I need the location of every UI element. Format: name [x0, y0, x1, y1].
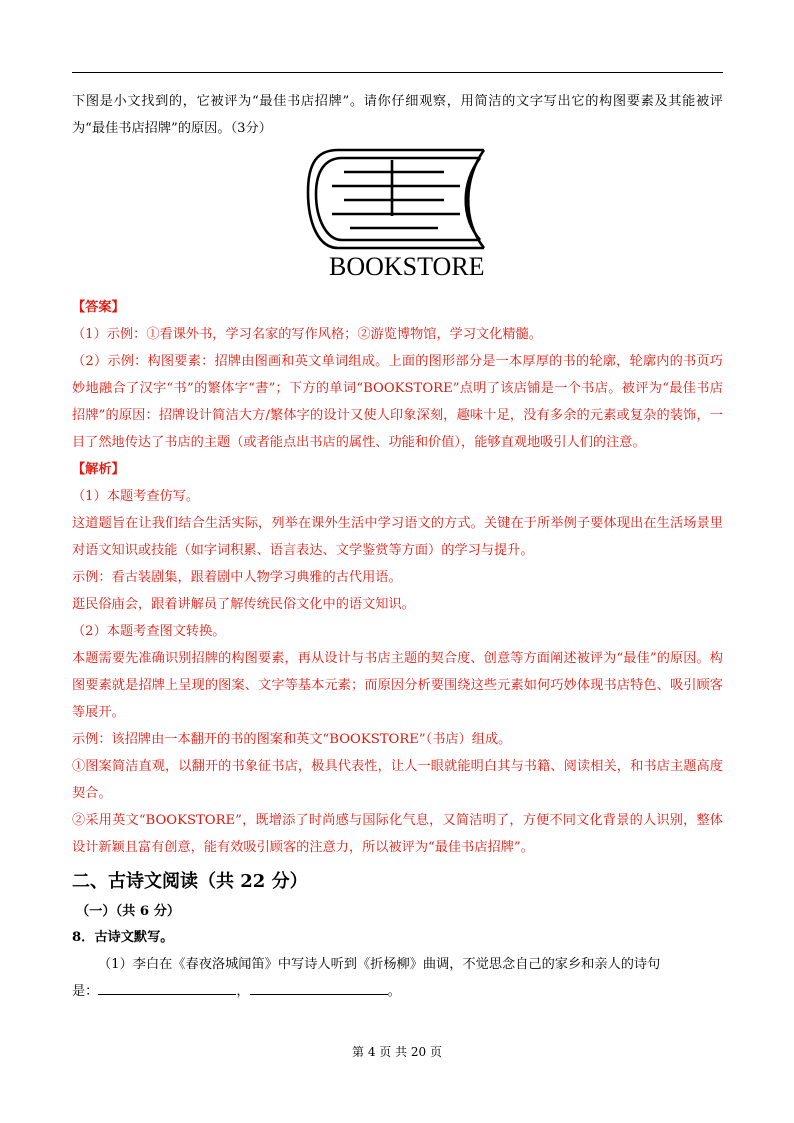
question-8-title: 8．古诗文默写。 [72, 930, 174, 945]
header-rule [72, 72, 723, 73]
answer-prefix: 是： [72, 984, 99, 999]
analysis-line: 示例：该招牌由一本翻开的书的图案和英文“BOOKSTORE”（书店）组成。 [72, 732, 512, 747]
logo-text: BOOKSTORE [329, 252, 485, 281]
page-content [72, 88, 723, 1005]
question-8-1-text: （1）李白在《春夜洛城闻笛》中写诗人听到《折杨柳》曲调，不觉思念自己的家乡和亲人的诗句 [98, 957, 661, 972]
answer-blank-1[interactable] [98, 980, 236, 995]
answer-end: 。 [387, 984, 401, 999]
answer-label: 【答案】 [72, 300, 125, 315]
section-title: 二、古诗文阅读（共 22 分） [72, 871, 308, 892]
analysis-line: （1）本题考查仿写。 [72, 489, 200, 504]
analysis-line: ②采用英文“BOOKSTORE”，既增添了时尚感与国际化气息，又简洁明了，方便不同文化背景的人识别，整体设计新颖且富有创意，能有效吸引顾客的注意力，所以被评为“最佳书店招牌”。 [72, 813, 723, 855]
analysis-line: 逛民俗庙会，跟着讲解员了解传统民俗文化中的语文知识。 [72, 597, 415, 612]
question-text: 下图是小文找到的，它被评为“最佳书店招牌”。请你仔细观察，用简洁的文字写出它的构图要素及其能被评为“最佳书店招牌”的原因。（3分） [72, 94, 723, 136]
book-with-shu-character-icon [304, 148, 486, 252]
analysis-label: 【解析】 [72, 462, 125, 477]
subsection-title: （一）（共 6 分） [76, 904, 181, 919]
analysis-line: 这道题旨在让我们结合生活实际，列举在课外生活中学习语文的方式。关键在于所举例子要体现出在生活场景里对语文知识或技能（如字词积累、语言表达、文学鉴赏等方面）的学习与提升。 [72, 516, 723, 558]
bookstore-logo [72, 146, 723, 294]
answer-paragraph-2: （2）示例：构图要素：招牌由图画和英文单词组成。上面的图形部分是一本厚厚的书的轮廓，轮廓内的书页巧妙地融合了汉字“书”的繁体字“書”；下方的单词“BOOKSTORE”点明了该店铺是一个书店。被评为“最佳书店招牌”的原因：招牌设计简洁大方/繁体字的设计又使人印象深刻，趣味十足，没有多余的元素或复杂的装饰，一目了然地传达了书店的主题（或者能点出书店的属性、功能和价值），能够直观地吸引人们的注意。 [72, 354, 723, 450]
analysis-line: ①图案简洁直观，以翻开的书象征书店，极具代表性，让人一眼就能明白其与书籍、阅读相关，和书店主题高度契合。 [72, 759, 723, 801]
analysis-line: 本题需要先准确识别招牌的构图要素，再从设计与书店主题的契合度、创意等方面阐述被评为“最佳”的原因。构图要素就是招牌上呈现的图案、文字等基本元素；而原因分析要围绕这些元素如何巧妙体现书店特色、吸引顾客等展开。 [72, 651, 723, 720]
page-footer: 第 4 页 共 20 页 [352, 1045, 442, 1059]
analysis-line: （2）本题考查图文转换。 [72, 624, 226, 639]
answer-separator: ， [236, 984, 250, 999]
answer-paragraph-1: （1）示例：①看课外书，学习名家的写作风格；②游览博物馆，学习文化精髓。 [72, 327, 542, 342]
analysis-line: 示例：看古装剧集，跟着剧中人物学习典雅的古代用语。 [72, 570, 402, 585]
answer-blank-2[interactable] [250, 980, 388, 995]
question-8-1-answer-line [72, 978, 723, 1005]
